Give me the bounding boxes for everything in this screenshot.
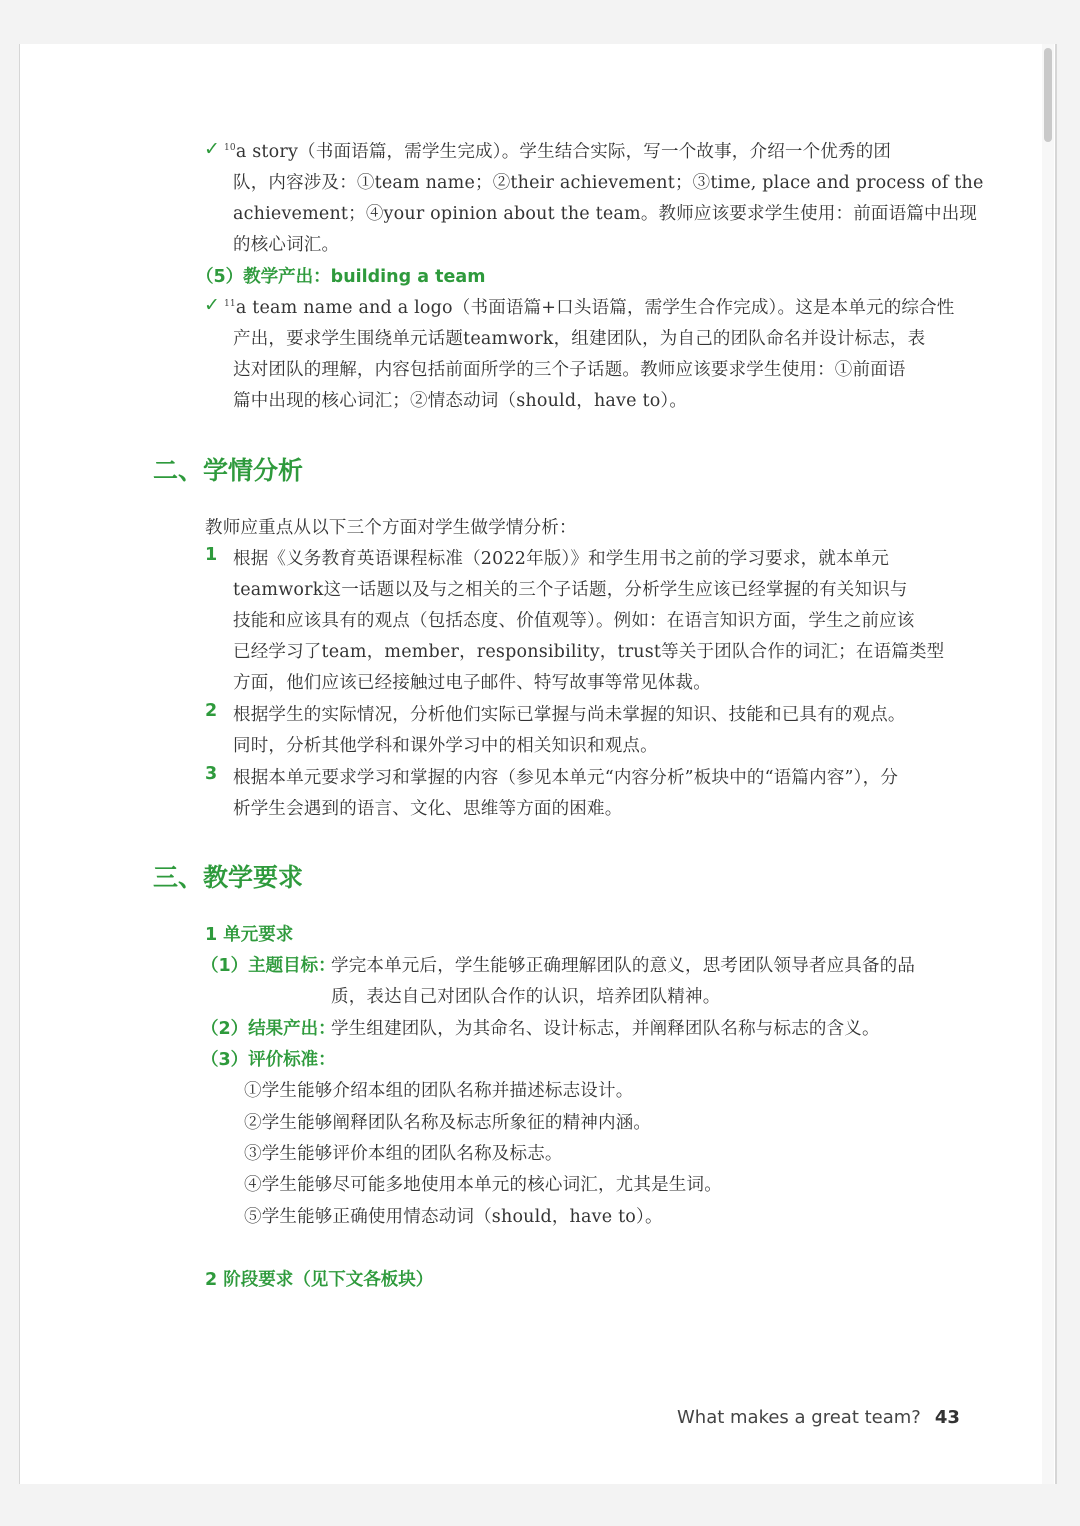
section-title-teaching-requirements: 三、教学要求 [153,863,304,892]
label-theme-goal: （1）主题目标： [201,956,336,976]
item10-line-2: 队，内容涉及：①team name；②their achievement；③time, place and process of the [233,173,984,193]
item10-line-4: 的核心词汇。 [233,235,340,255]
item11-line-3: 达对团队的理解，内容包括前面所学的三个子话题。教师应该要求学生使用：①前面语 [233,360,906,380]
footer-book-title: What makes a great team? [677,1407,921,1428]
list-item-1-line-4: 已经学习了team，member，responsibility，trust等关于团队合作的词汇；在语篇类型 [233,642,945,662]
result-output-text: 学生组建团队，为其命名、设计标志，并阐释团队名称与标志的含义。 [331,1019,880,1039]
criteria-item-3: ③学生能够评价本组的团队名称及标志。 [244,1144,563,1164]
page-footer [677,1407,960,1428]
criteria-item-2: ②学生能够阐释团队名称及标志所象征的精神内涵。 [244,1113,652,1133]
label-evaluation-criteria: （3）评价标准： [201,1050,336,1070]
list-item-1-line-5: 方面，他们应该已经接触过电子邮件、特写故事等常见体裁。 [233,673,711,693]
subheading-stage-requirements: 2 阶段要求（见下文各板块） [205,1270,434,1290]
list-item-2-line-1: 根据学生的实际情况，分析他们实际已掌握与尚未掌握的知识、技能和已具有的观点。 [233,705,906,725]
list-item-2-line-2: 同时，分析其他学科和课外学习中的相关知识和观点。 [233,736,658,756]
list-item-3-line-2: 析学生会遇到的语言、文化、思维等方面的困难。 [233,799,623,819]
item11-line-2: 产出，要求学生围绕单元话题teamwork，组建团队，为自己的团队命名并设计标志，表 [233,329,926,349]
theme-goal-line-2: 质，表达自己对团队合作的认识，培养团队精神。 [331,987,721,1007]
page-right-edge [1055,44,1057,1484]
label-result-output: （2）结果产出： [201,1019,336,1039]
item10-line-1: $^{10}$a story（书面语篇，需学生完成）。学生结合实际，写一个故事，介绍一个优秀的团 [224,142,892,162]
list-item-1-line-1: 根据《义务教育英语课程标准（2022年版）》和学生用书之前的学习要求，就本单元 [233,549,890,569]
list-number: 3 [205,764,218,784]
item10-line-3: achievement；④your opinion about the team。教师应该要求学生使用：前面语篇中出现 [233,204,978,224]
footnote-marker: 10 [224,143,236,154]
theme-goal-line-1: 学完本单元后，学生能够正确理解团队的意义，思考团队领导者应具备的品 [331,956,916,976]
criteria-item-1: ①学生能够介绍本组的团队名称并描述标志设计。 [244,1081,634,1101]
list-number: 1 [205,545,218,565]
criteria-item-5: ⑤学生能够正确使用情态动词（should，have to）。 [244,1207,663,1227]
subheading-unit-requirements: 1 单元要求 [205,925,294,945]
checkmark-icon: ✓ [204,294,220,316]
scrollbar-thumb[interactable] [1044,48,1052,142]
item11-line-4: 篇中出现的核心词汇；②情态动词（should，have to）。 [233,391,688,411]
list-item-1-line-3: 技能和应该具有的观点（包括态度、价值观等）。例如：在语言知识方面，学生之前应该 [233,611,915,631]
section-title-learner-analysis: 二、学情分析 [153,456,304,485]
footnote-marker: 11 [224,299,236,310]
page-number: 43 [934,1407,960,1428]
checkmark-icon: ✓ [204,138,220,160]
list-item-3-line-1: 根据本单元要求学习和掌握的内容（参见本单元“内容分析”板块中的“语篇内容”），分 [233,768,899,788]
criteria-item-4: ④学生能够尽可能多地使用本单元的核心词汇，尤其是生词。 [244,1175,722,1195]
scrollbar[interactable] [1042,44,1054,1484]
section-intro: 教师应重点从以下三个方面对学生做学情分析： [205,518,577,538]
subheading-teaching-output: （5）教学产出：building a team [196,267,486,287]
list-item-1-line-2: teamwork这一话题以及与之相关的三个子话题，分析学生应该已经掌握的有关知识与 [233,580,908,600]
list-number: 2 [205,701,218,721]
item11-line-1: $^{11}$a team name and a logo（书面语篇+口头语篇，需学生合作完成）。这是本单元的综合性 [224,298,955,318]
